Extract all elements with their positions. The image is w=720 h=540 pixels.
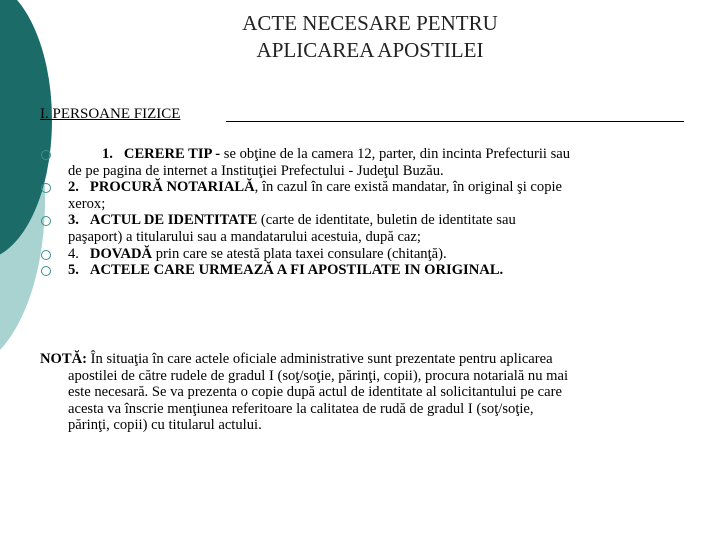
list-item: 5. ACTELE CARE URMEAZĂ A FI APOSTILATE IN ORIGINAL. [40,262,688,279]
section-rule [226,121,684,122]
requirements-list [40,146,688,279]
note-line: acesta va înscrie menţiunea referitoare la calitatea de rudă de gradul I (soţ/soţie, [68,400,534,417]
note-line: părinţi, copii) cu titularul actului. [68,417,262,434]
note-paragraph: NOTĂ: În situaţia în care actele oficiale administrative sunt prezentate pentru aplicarea apostilei de către rudele de gradul I (soţ/soţie, părinţi, copii), procura notarială nu mai este necesară. Se va prezenta o copie după actul de identitate al solicitantului pe care acesta va înscrie menţiunea referitoare la calitatea de rudă de gradul I (soţ/soţie, părinţi, copii) cu titularul actului. [40,351,680,434]
circle-bullet-icon [41,266,51,276]
list-item: 4. DOVADĂ prin care se atestă plata taxei consulare (chitanţă). [40,246,688,263]
circle-bullet-icon [41,216,51,226]
note-label: NOTĂ: [40,351,88,367]
circle-bullet-icon [41,183,51,193]
note-line: apostilei de către rudele de gradul I (soţ/soţie, părinţi, copii), procura notarială nu mai [68,367,569,384]
list-item: 1. CERERE TIP - se obţine de la camera 12, parter, din incinta Prefecturii sau de pe pagina de internet a Instituţiei Prefectului - Judeţul Buzău. [40,146,688,179]
list-item: 2. PROCURĂ NOTARIALĂ, în cazul în care există mandatar, în original şi copie xerox; [40,179,688,212]
section-heading: I. PERSOANE FIZICE [40,106,181,122]
circle-bullet-icon [41,250,51,260]
list-item: 3. ACTUL DE IDENTITATE (carte de identitate, buletin de identitate sau paşaport) a titularului sau a mandatarului acestuia, după caz; [40,212,688,245]
note-line: este necesară. Se va prezenta o copie după actul de identitate al solicitantului pe care [68,384,562,401]
title-line-2: APLICAREA APOSTILEI [256,38,484,62]
title-line-1: ACTE NECESARE PENTRU [242,11,498,35]
page-title [150,10,590,64]
circle-bullet-icon [41,150,51,160]
